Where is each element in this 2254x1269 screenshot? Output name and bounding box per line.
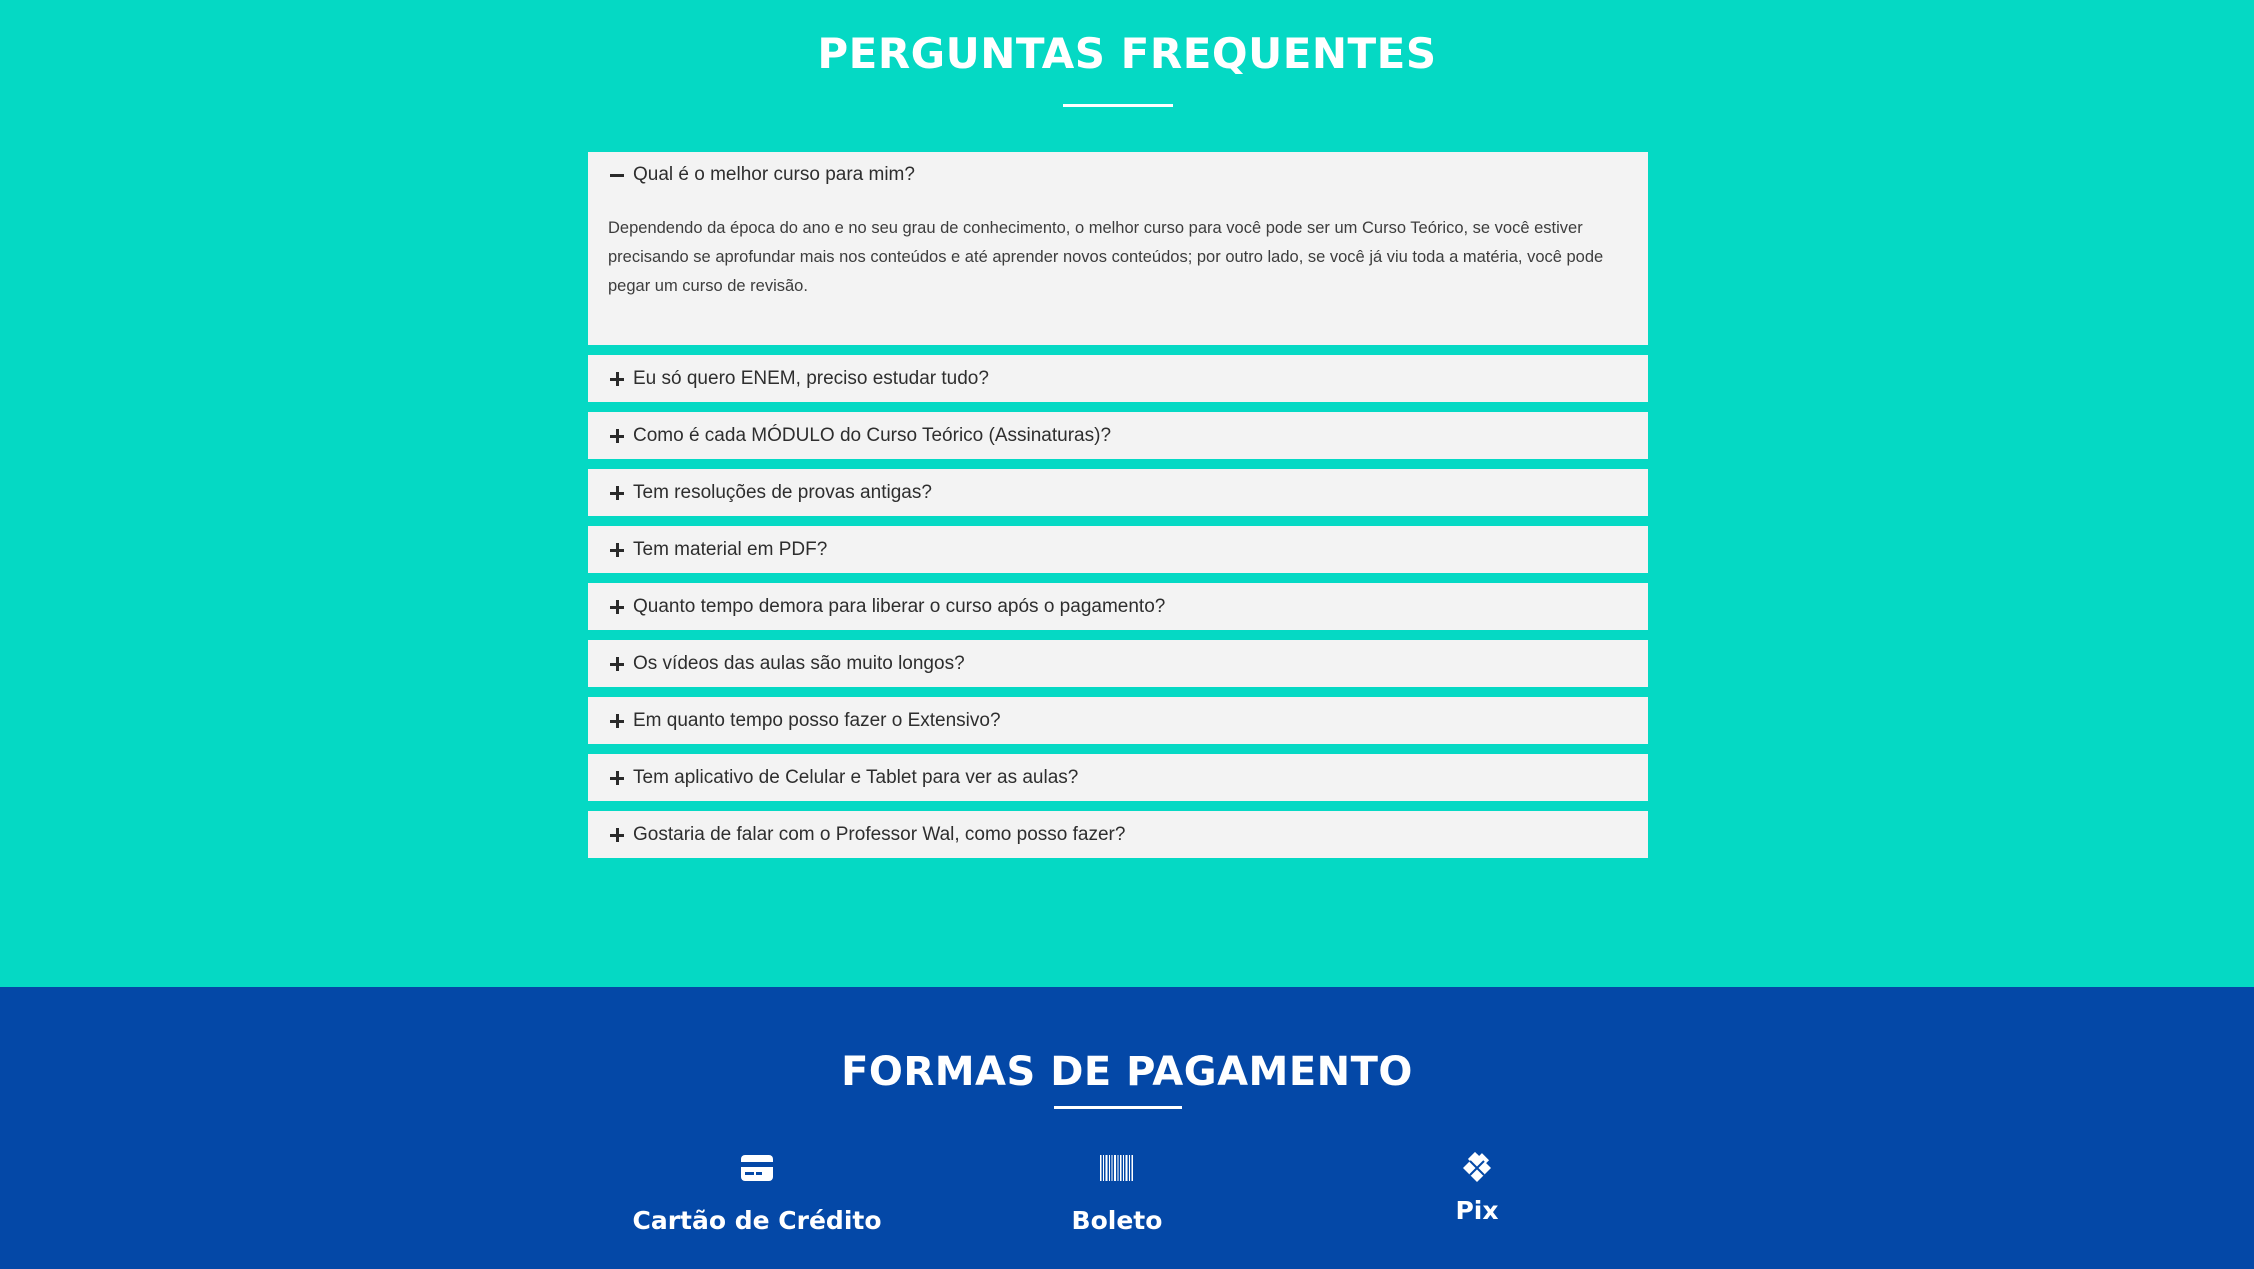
faq-item — [588, 526, 1648, 573]
plus-icon — [608, 541, 626, 559]
payment-method-label: Boleto — [1071, 1206, 1163, 1235]
faq-question-text: Tem resoluções de provas antigas? — [633, 481, 932, 503]
payment-method-label: Cartão de Crédito — [632, 1206, 882, 1235]
barcode-icon — [967, 1150, 1267, 1186]
plus-icon — [608, 598, 626, 616]
faq-question-text: Quanto tempo demora para liberar o curso após o pagamento? — [633, 595, 1166, 617]
plus-icon — [608, 484, 626, 502]
minus-icon — [608, 166, 626, 184]
faq-answer-text: Dependendo da época do ano e no seu grau de conhecimento, o melhor curso para você pode ser um Curso Teórico, se você estiver precisando se aprofundar mais nos conteúdos e até aprender novos conteúdos; por outro lado, se você já viu toda a matéria, você pode pegar um curso de revisão. — [608, 219, 1604, 295]
plus-icon — [608, 655, 626, 673]
faq-question-toggle[interactable] — [588, 152, 1648, 198]
plus-icon — [608, 826, 626, 844]
faq-item — [588, 355, 1648, 402]
faq-question-toggle[interactable] — [588, 640, 1648, 687]
payment-method-label: Pix — [1455, 1196, 1499, 1225]
pix-icon — [1327, 1150, 1627, 1186]
faq-item — [588, 754, 1648, 801]
payment-method-boleto — [967, 1150, 1267, 1238]
faq-question-toggle[interactable] — [588, 355, 1648, 402]
faq-question-text: Qual é o melhor curso para mim? — [633, 164, 915, 185]
faq-question-text: Eu só quero ENEM, preciso estudar tudo? — [633, 367, 989, 389]
faq-title-underline — [1063, 104, 1173, 107]
payment-title: FORMAS DE PAGAMENTO — [841, 1049, 1413, 1095]
faq-question-text: Tem aplicativo de Celular e Tablet para ver as aulas? — [633, 766, 1079, 788]
faq-item — [588, 412, 1648, 459]
faq-item — [588, 583, 1648, 630]
faq-item — [588, 469, 1648, 516]
faq-item — [588, 811, 1648, 858]
faq-question-text: Como é cada MÓDULO do Curso Teórico (Assinaturas)? — [633, 424, 1112, 446]
payment-method-pix — [1327, 1150, 1627, 1228]
faq-question-text: Tem material em PDF? — [633, 538, 828, 560]
plus-icon — [608, 370, 626, 388]
faq-question-toggle[interactable] — [588, 469, 1648, 516]
faq-question-toggle[interactable] — [588, 412, 1648, 459]
faq-title: PERGUNTAS FREQUENTES — [817, 29, 1437, 78]
faq-item — [588, 152, 1648, 345]
plus-icon — [608, 712, 626, 730]
plus-icon — [608, 427, 626, 445]
faq-item — [588, 640, 1648, 687]
faq-question-toggle[interactable] — [588, 583, 1648, 630]
faq-question-toggle[interactable] — [588, 811, 1648, 858]
faq-question-text: Os vídeos das aulas são muito longos? — [633, 652, 965, 674]
plus-icon — [608, 769, 626, 787]
faq-accordion — [588, 152, 1648, 868]
faq-question-toggle[interactable] — [588, 697, 1648, 744]
faq-question-text: Gostaria de falar com o Professor Wal, como posso fazer? — [633, 823, 1126, 845]
payment-method-credit-card — [607, 1150, 907, 1238]
credit-card-icon — [607, 1150, 907, 1186]
faq-question-text: Em quanto tempo posso fazer o Extensivo? — [633, 709, 1001, 731]
faq-question-toggle[interactable] — [588, 526, 1648, 573]
payment-title-underline — [1054, 1106, 1182, 1109]
faq-item — [588, 697, 1648, 744]
faq-question-toggle[interactable] — [588, 754, 1648, 801]
